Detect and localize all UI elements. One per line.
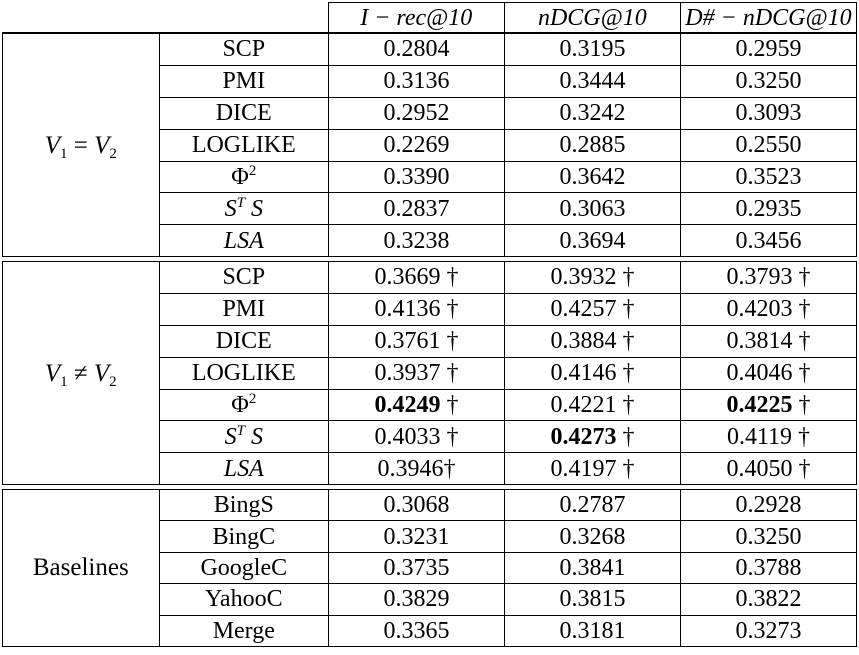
method-cell xyxy=(159,389,329,421)
method-cell xyxy=(159,490,329,521)
group-label-sub-1: 1 xyxy=(60,373,68,390)
method-cell xyxy=(159,615,329,646)
value-cell: 0.2959 xyxy=(680,34,856,66)
group-label-var-1: V xyxy=(44,359,61,387)
method-cell xyxy=(159,65,329,97)
value-cell: 0.3642 xyxy=(505,161,681,193)
value-cell: 0.3946† xyxy=(329,453,505,485)
table-row xyxy=(3,34,857,66)
value-cell xyxy=(680,389,856,421)
value-cell: 0.3238 xyxy=(329,225,505,257)
method-name: DICE xyxy=(215,100,272,127)
value-cell: 0.3523 xyxy=(680,161,856,193)
value-cell: 0.3669 † xyxy=(329,262,505,294)
value-cell: 0.4046 † xyxy=(680,357,856,389)
value-cell: 0.3242 xyxy=(505,97,681,129)
value-cell: 0.3814 † xyxy=(680,325,856,357)
group-label-operator: = xyxy=(67,131,95,159)
header-ndcg: nDCG@10 xyxy=(504,3,680,33)
group-label-sub-1: 1 xyxy=(59,145,68,162)
value-cell xyxy=(329,389,505,421)
method-cell xyxy=(159,357,329,389)
method-cell xyxy=(159,193,329,225)
method-name: Φ xyxy=(231,164,249,190)
method-cell xyxy=(159,453,329,485)
method-name: BingS xyxy=(213,492,274,519)
value-cell: 0.2269 xyxy=(329,129,505,161)
method-name: SCP xyxy=(222,264,266,291)
group-baselines xyxy=(2,489,857,647)
value-cell: 0.4257 † xyxy=(505,293,681,325)
method-superscript: 2 xyxy=(248,391,257,407)
method-cell xyxy=(159,129,329,161)
value-cell: 0.3390 xyxy=(329,161,505,193)
header-row xyxy=(2,3,857,33)
value-cell: 0.3195 xyxy=(505,34,681,66)
value-cell: 0.4221 † xyxy=(505,389,681,421)
value-cell: 0.3829 xyxy=(329,584,505,615)
method-name: BingC xyxy=(212,523,276,550)
method-name: LOGLIKE xyxy=(191,360,296,387)
group-label-sub-2: 2 xyxy=(109,145,117,162)
group-label: Baselines xyxy=(3,490,160,647)
value-cell: 0.3136 xyxy=(329,65,505,97)
method-name: YahooC xyxy=(205,586,283,613)
value-cell: 0.4203 † xyxy=(680,293,856,325)
value-cell: 0.3444 xyxy=(505,65,681,97)
value-cell: 0.2787 xyxy=(505,490,681,521)
group-label-var-2: V xyxy=(94,131,110,159)
value-cell: 0.3761 † xyxy=(329,325,505,357)
method-name-tail: S xyxy=(250,423,263,450)
method-name: LSA xyxy=(223,227,264,254)
method-cell xyxy=(159,293,329,325)
method-cell xyxy=(159,97,329,129)
group-label-sub-2: 2 xyxy=(109,373,117,390)
value-cell: 0.4146 † xyxy=(505,357,681,389)
value-cell: 0.2804 xyxy=(329,34,505,66)
method-name: Φ xyxy=(231,392,249,418)
method-cell xyxy=(159,421,329,453)
method-name: DICE xyxy=(215,328,272,355)
method-superscript: 2 xyxy=(248,163,257,179)
value-cell: 0.3815 xyxy=(505,584,681,615)
table-row xyxy=(3,490,857,521)
value-cell: 0.3884 † xyxy=(505,325,681,357)
value-cell: 0.3250 xyxy=(680,521,856,552)
value-cell: 0.2885 xyxy=(505,129,681,161)
method-name: PMI xyxy=(222,296,266,323)
method-name: LOGLIKE xyxy=(191,132,296,159)
method-superscript: T xyxy=(236,422,245,439)
method-cell xyxy=(159,34,329,66)
value-cell: 0.3273 xyxy=(680,615,856,646)
method-cell xyxy=(159,325,329,357)
header-i-rec: I − rec@10 xyxy=(328,3,504,33)
method-cell xyxy=(159,584,329,615)
value-cell: 0.3456 xyxy=(680,225,856,257)
header-d-sharp-ndcg: D# − nDCG@10 xyxy=(680,3,856,33)
group-v1-equals-v2 xyxy=(2,33,857,257)
value-cell: 0.3841 xyxy=(505,552,681,583)
method-name: LSA xyxy=(223,455,264,482)
value-cell: 0.2952 xyxy=(329,97,505,129)
method-name-tail: S xyxy=(250,195,263,222)
best-value: 0.4249 xyxy=(374,392,441,418)
value-cell: 0.4119 † xyxy=(680,421,856,453)
method-name: Merge xyxy=(212,617,275,644)
significance-dagger: † xyxy=(792,392,811,418)
method-name: PMI xyxy=(222,68,266,95)
group-label xyxy=(3,262,160,485)
best-value: 0.4273 xyxy=(550,423,617,450)
value-cell: 0.3694 xyxy=(505,225,681,257)
value-cell: 0.4033 † xyxy=(329,421,505,453)
group-label-var-2: V xyxy=(93,359,110,387)
value-cell: 0.3181 xyxy=(505,615,681,646)
value-cell: 0.2928 xyxy=(680,490,856,521)
method-cell xyxy=(159,225,329,257)
value-cell: 0.3365 xyxy=(329,615,505,646)
group-label xyxy=(3,34,160,257)
value-cell: 0.2550 xyxy=(680,129,856,161)
value-cell: 0.3735 xyxy=(329,552,505,583)
group-label-operator: ≠ xyxy=(67,359,94,387)
significance-dagger: † xyxy=(440,392,459,418)
table-row xyxy=(3,262,857,294)
header-blank-cell xyxy=(2,3,328,33)
method-name: GoogleC xyxy=(200,554,288,581)
significance-dagger: † xyxy=(616,423,635,450)
value-cell: 0.2935 xyxy=(680,193,856,225)
method-cell xyxy=(159,161,329,193)
value-cell: 0.3793 † xyxy=(680,262,856,294)
group-label-var-1: V xyxy=(44,131,60,159)
method-cell xyxy=(159,552,329,583)
value-cell: 0.3937 † xyxy=(329,357,505,389)
value-cell: 0.4136 † xyxy=(329,293,505,325)
value-cell: 0.4050 † xyxy=(680,453,856,485)
group-v1-not-equals-v2 xyxy=(2,261,857,485)
value-cell: 0.3788 xyxy=(680,552,856,583)
value-cell: 0.3268 xyxy=(505,521,681,552)
value-cell: 0.4197 † xyxy=(505,453,681,485)
value-cell: 0.3231 xyxy=(329,521,505,552)
method-superscript: T xyxy=(236,194,245,211)
value-cell: 0.3250 xyxy=(680,65,856,97)
value-cell: 0.3063 xyxy=(505,193,681,225)
method-name: SCP xyxy=(222,36,266,63)
value-cell xyxy=(505,421,681,453)
method-cell xyxy=(159,521,329,552)
value-cell: 0.3932 † xyxy=(505,262,681,294)
value-cell: 0.3093 xyxy=(680,97,856,129)
method-name: S xyxy=(224,195,237,222)
table-header xyxy=(2,2,857,33)
method-name: S xyxy=(224,423,237,450)
value-cell: 0.2837 xyxy=(329,193,505,225)
value-cell: 0.3068 xyxy=(329,490,505,521)
value-cell: 0.3822 xyxy=(680,584,856,615)
method-cell xyxy=(159,262,329,294)
best-value: 0.4225 xyxy=(726,392,793,418)
